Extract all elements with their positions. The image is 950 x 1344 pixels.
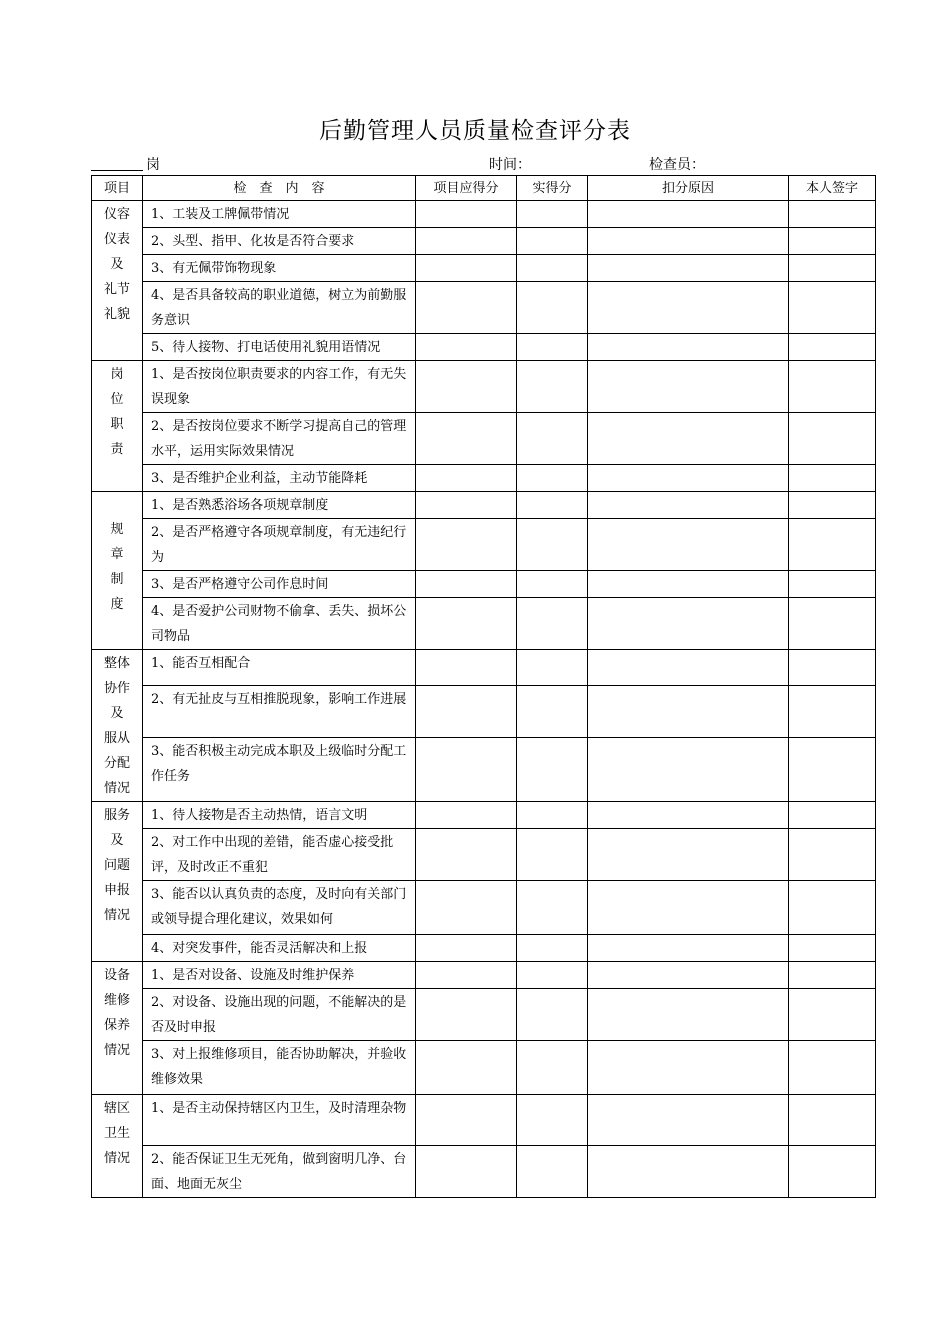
check-content-cell: 4、对突发事件，能否灵活解决和上报 [143,935,416,962]
score-actual-cell[interactable] [517,1095,588,1146]
section-item-label [92,493,142,517]
section-item-label: 规 [110,522,124,537]
signature-cell[interactable] [789,413,876,465]
check-content-cell: 1、是否主动保持辖区内卫生，及时清理杂物 [143,1095,416,1146]
signature-cell[interactable] [789,465,876,492]
signature-cell[interactable] [789,989,876,1041]
page-title: 后勤管理人员质量检查评分表 [319,118,631,144]
score-actual-cell[interactable] [517,334,588,361]
signature-cell[interactable] [789,571,876,598]
score-actual-cell[interactable] [517,201,588,228]
section-item-label: 责 [110,442,124,457]
section-item-label: 维修 [103,993,130,1008]
section-item-label: 情况 [103,1043,130,1058]
section-item-label: 保养 [103,1018,130,1033]
check-content-cell: 1、是否对设备、设施及时维护保养 [143,962,416,989]
section-item-label: 卫生 [103,1126,130,1141]
deduction-reason-cell[interactable] [588,598,789,650]
deduction-reason-cell[interactable] [588,201,789,228]
score-due-cell[interactable] [416,829,517,881]
section-item-label: 申报 [103,883,130,898]
score-due-cell[interactable] [416,255,517,282]
section-item-label: 度 [110,597,124,612]
signature-cell[interactable] [789,829,876,881]
score-due-cell[interactable] [416,201,517,228]
section-item-label: 情况 [103,908,130,923]
signature-cell[interactable] [789,519,876,571]
table-row [92,492,876,519]
table-row [92,334,876,361]
section-item-label: 章 [110,547,124,562]
score-actual-cell[interactable] [517,962,588,989]
score-due-cell[interactable] [416,881,517,935]
table-row [92,962,876,989]
deduction-reason-cell[interactable] [588,255,789,282]
section-item-label: 岗 [110,367,124,382]
score-actual-cell[interactable] [517,228,588,255]
table-row [92,361,876,413]
check-content-cell: 2、是否严格遵守各项规章制度，有无违纪行为 [143,519,416,571]
section-item-label: 及 [110,257,124,272]
check-content-cell: 4、是否爱护公司财物不偷拿、丢失、损坏公司物品 [143,598,416,650]
signature-cell[interactable] [789,802,876,829]
deduction-reason-cell[interactable] [588,829,789,881]
table-row [92,465,876,492]
deduction-reason-cell[interactable] [588,1041,789,1095]
score-actual-cell[interactable] [517,282,588,334]
check-content-cell: 2、对设备、设施出现的问题，不能解决的是否及时申报 [143,989,416,1041]
time-label: 时间： [489,157,531,173]
check-content-cell: 3、能否积极主动完成本职及上级临时分配工作任务 [143,738,416,802]
section-item-label: 礼貌 [103,307,130,322]
check-content-cell: 2、头型、指甲、化妆是否符合要求 [143,228,416,255]
table-row [92,1146,876,1198]
score-due-cell[interactable] [416,465,517,492]
table-row [92,989,876,1041]
score-due-cell[interactable] [416,361,517,413]
deduction-reason-cell[interactable] [588,413,789,465]
section-item-label: 情况 [103,781,130,796]
score-actual-cell[interactable] [517,989,588,1041]
signature-cell[interactable] [789,492,876,519]
score-due-cell[interactable] [416,1041,517,1095]
column-header: 本人签字 [789,176,876,201]
check-content-cell: 3、有无佩带饰物现象 [143,255,416,282]
signature-cell[interactable] [789,201,876,228]
section-item-label: 整体 [103,656,130,671]
score-actual-cell[interactable] [517,1041,588,1095]
score-due-cell[interactable] [416,738,517,802]
section-item-label: 情况 [103,1151,130,1166]
section-item-label: 服务 [103,808,130,823]
check-content-cell: 4、是否具备较高的职业道德，树立为前勤服务意识 [143,282,416,334]
signature-cell[interactable] [789,282,876,334]
table-header-row [92,176,876,201]
score-due-cell[interactable] [416,492,517,519]
deduction-reason-cell[interactable] [588,465,789,492]
signature-cell[interactable] [789,738,876,802]
column-header: 项目 [92,176,143,201]
signature-cell[interactable] [789,1041,876,1095]
deduction-reason-cell[interactable] [588,989,789,1041]
score-actual-cell[interactable] [517,465,588,492]
section-item-label: 制 [110,572,124,587]
score-actual-cell[interactable] [517,738,588,802]
deduction-reason-cell[interactable] [588,1146,789,1198]
deduction-reason-cell[interactable] [588,1095,789,1146]
check-content-cell: 1、工装及工牌佩带情况 [143,201,416,228]
score-due-cell[interactable] [416,686,517,738]
table-row [92,1041,876,1095]
signature-cell[interactable] [789,1095,876,1146]
deduction-reason-cell[interactable] [588,802,789,829]
table-row [92,413,876,465]
deduction-reason-cell[interactable] [588,738,789,802]
table-row [92,1095,876,1146]
deduction-reason-cell[interactable] [588,962,789,989]
score-table [91,175,876,1198]
score-actual-cell[interactable] [517,935,588,962]
score-actual-cell[interactable] [517,650,588,686]
section-item-label: 职 [110,417,124,432]
section-item-label: 及 [110,706,124,721]
signature-cell[interactable] [789,1146,876,1198]
section-item-label: 分配 [103,756,130,771]
signature-cell[interactable] [789,228,876,255]
score-actual-cell[interactable] [517,519,588,571]
score-actual-cell[interactable] [517,413,588,465]
score-actual-cell[interactable] [517,686,588,738]
section-item-cell [92,650,143,802]
section-item-cell [92,201,143,361]
score-due-cell[interactable] [416,519,517,571]
check-content-cell: 2、对工作中出现的差错，能否虚心接受批评，及时改正不重犯 [143,829,416,881]
check-content-cell: 1、是否熟悉浴场各项规章制度 [143,492,416,519]
score-actual-cell[interactable] [517,571,588,598]
signature-cell[interactable] [789,935,876,962]
score-due-cell[interactable] [416,962,517,989]
signature-cell[interactable] [789,361,876,413]
score-due-cell[interactable] [416,935,517,962]
table-row [92,686,876,738]
signature-cell[interactable] [789,686,876,738]
score-actual-cell[interactable] [517,802,588,829]
deduction-reason-cell[interactable] [588,881,789,935]
score-due-cell[interactable] [416,282,517,334]
table-row [92,598,876,650]
check-content-cell: 2、能否保证卫生无死角，做到窗明几净、台面、地面无灰尘 [143,1146,416,1198]
deduction-reason-cell[interactable] [588,650,789,686]
section-item-label: 位 [110,392,124,407]
check-content-cell: 3、是否维护企业利益，主动节能降耗 [143,465,416,492]
section-item-label: 辖区 [103,1101,130,1116]
column-header: 实得分 [517,176,588,201]
deduction-reason-cell[interactable] [588,519,789,571]
score-due-cell[interactable] [416,802,517,829]
deduction-reason-cell[interactable] [588,571,789,598]
deduction-reason-cell[interactable] [588,492,789,519]
table-row [92,935,876,962]
column-header: 检 查 内 容 [143,176,416,201]
check-content-cell: 1、是否按岗位职责要求的内容工作，有无失误现象 [143,361,416,413]
check-content-cell: 2、是否按岗位要求不断学习提高自己的管理水平，运用实际效果情况 [143,413,416,465]
post-blank-line[interactable] [91,170,143,171]
section-item-label: 仪容 [103,207,130,222]
score-due-cell[interactable] [416,571,517,598]
section-item-cell [92,361,143,492]
section-item-label: 服从 [103,731,130,746]
section-item-label: 及 [110,833,124,848]
score-actual-cell[interactable] [517,361,588,413]
section-item-label: 设备 [103,968,130,983]
deduction-reason-cell[interactable] [588,361,789,413]
table-row [92,282,876,334]
score-actual-cell[interactable] [517,1146,588,1198]
section-item-label: 协作 [103,681,130,696]
signature-cell[interactable] [789,881,876,935]
table-row [92,738,876,802]
check-content-cell: 3、是否严格遵守公司作息时间 [143,571,416,598]
score-actual-cell[interactable] [517,492,588,519]
table-row [92,228,876,255]
deduction-reason-cell[interactable] [588,935,789,962]
table-row [92,255,876,282]
score-due-cell[interactable] [416,228,517,255]
section-item-label: 仪表 [103,232,130,247]
table-row [92,881,876,935]
check-content-cell: 5、待人接物、打电话使用礼貌用语情况 [143,334,416,361]
table-row [92,829,876,881]
score-actual-cell[interactable] [517,598,588,650]
score-actual-cell[interactable] [517,829,588,881]
post-label: 岗 [146,157,160,173]
signature-cell[interactable] [789,650,876,686]
score-due-cell[interactable] [416,1146,517,1198]
table-row [92,519,876,571]
section-item-cell [92,492,143,650]
score-due-cell[interactable] [416,334,517,361]
section-item-cell [92,962,143,1095]
column-header: 扣分原因 [588,176,789,201]
section-item-label: 礼节 [103,282,130,297]
signature-cell[interactable] [789,598,876,650]
deduction-reason-cell[interactable] [588,282,789,334]
inspector-label: 检查员： [649,157,705,173]
signature-cell[interactable] [789,255,876,282]
score-due-cell[interactable] [416,989,517,1041]
signature-cell[interactable] [789,334,876,361]
section-item-cell [92,802,143,962]
check-content-cell: 3、对上报维修项目，能否协助解决，并验收维修效果 [143,1041,416,1095]
check-content-cell: 1、待人接物是否主动热情，语言文明 [143,802,416,829]
deduction-reason-cell[interactable] [588,334,789,361]
score-due-cell[interactable] [416,650,517,686]
score-actual-cell[interactable] [517,881,588,935]
column-header: 项目应得分 [416,176,517,201]
table-row [92,802,876,829]
score-due-cell[interactable] [416,598,517,650]
table-row [92,201,876,228]
deduction-reason-cell[interactable] [588,228,789,255]
table-row [92,571,876,598]
score-due-cell[interactable] [416,1095,517,1146]
section-item-label: 问题 [103,858,130,873]
section-item-cell [92,1095,143,1198]
signature-cell[interactable] [789,962,876,989]
score-actual-cell[interactable] [517,255,588,282]
table-row [92,650,876,686]
check-content-cell: 3、能否以认真负责的态度，及时向有关部门或领导提合理化建议，效果如何 [143,881,416,935]
score-due-cell[interactable] [416,413,517,465]
deduction-reason-cell[interactable] [588,686,789,738]
check-content-cell: 1、能否互相配合 [143,650,416,686]
check-content-cell: 2、有无扯皮与互相推脱现象，影响工作进展 [143,686,416,738]
